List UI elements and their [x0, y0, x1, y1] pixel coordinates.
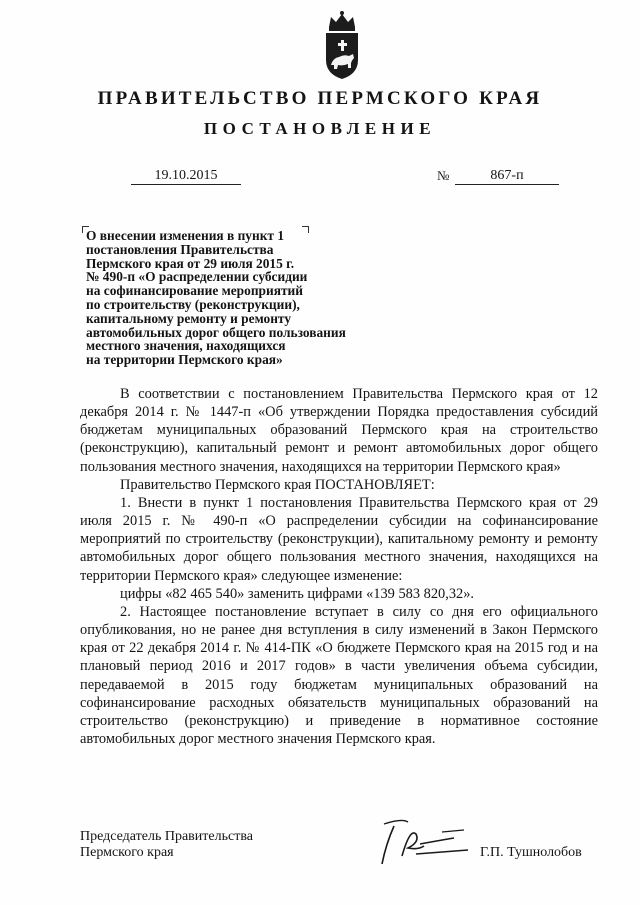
signatory-title — [80, 829, 310, 861]
signatory-title-line: Председатель Правительства — [80, 829, 253, 844]
coat-of-arms-icon — [324, 10, 360, 80]
organization-name: ПРАВИТЕЛЬСТВО ПЕРМСКОГО КРАЯ — [97, 88, 543, 109]
subject-line: постановления Правительства — [86, 241, 274, 257]
subject-line: по строительству (реконструкции), — [86, 296, 300, 312]
body-paragraph: цифры «82 465 540» заменить цифрами «139 583 820,32». — [120, 585, 474, 602]
subject-line: О внесении изменения в пункт 1 — [86, 228, 285, 243]
document-number: 867-п — [455, 168, 559, 185]
body-paragraph: Правительство Пермского края ПОСТАНОВЛЯЕТ: — [120, 476, 435, 493]
subject-line: капитальному ремонту и ремонту — [86, 310, 292, 326]
document-type-title: ПОСТАНОВЛЕНИЕ — [203, 119, 437, 138]
subject-line: на территории Пермского края» — [86, 352, 283, 368]
signatory-name: Г.П. Тушнолобов — [480, 845, 582, 860]
subject-line: на софинансирование мероприятий — [86, 283, 303, 299]
subject-line: № 490-п «О распределении субсидии — [86, 269, 308, 285]
subject-line: местного значения, находящихся — [86, 338, 286, 354]
body-paragraph: В соответствии с постановлением Правительства Пермского края от 12 декабря 2014 г. № 1447-п «Об утверждении Порядка предоставления субсидий бюджетам муниципальных образований Пермского края на строительство (реконструкцию), капитальный ремонт и ремонт автомобильных дорог общего пользования местного значения, находящихся на территории Пермского края» — [80, 386, 598, 475]
subject-line: автомобильных дорог общего пользования — [86, 324, 346, 340]
signatory-title-line: Пермского края — [80, 845, 174, 860]
body-paragraph: 1. Внести в пункт 1 постановления Правительства Пермского края от 29 июля 2015 г. № 490-п «О распределении субсидии на софинансирование мероприятий по строительству (реконструкции), капитальному ремонту и ремонту автомобильных дорог общего пользования местного значения, находящихся на территории Пермского края» следующее изменение: — [80, 494, 598, 584]
subject-line: Пермского края от 29 июля 2015 г. — [86, 255, 295, 271]
body-paragraph: 2. Настоящее постановление вступает в силу со дня его официального опубликования, но не ранее дня вступления в силу изменений в Закон Пермского края от 22 декабря 2014 г. № 414-ПК «О бюджете Пермского края на 2015 год и на плановый период 2016 и 2017 годов» в части увеличения объема субсидии, передаваемой в 2015 году бюджетам муниципальных образований на софинансирование расходных обязательств муниципальных образований на строительство (реконструкцию) и приведение в нормативное состояние автомобильных дорог местного значения Пермского края. — [80, 603, 598, 747]
number-label: № — [437, 168, 450, 183]
document-date: 19.10.2015 — [131, 168, 241, 185]
document-subject — [86, 229, 386, 367]
document-body — [80, 385, 598, 748]
handwritten-signature-icon — [372, 816, 482, 868]
